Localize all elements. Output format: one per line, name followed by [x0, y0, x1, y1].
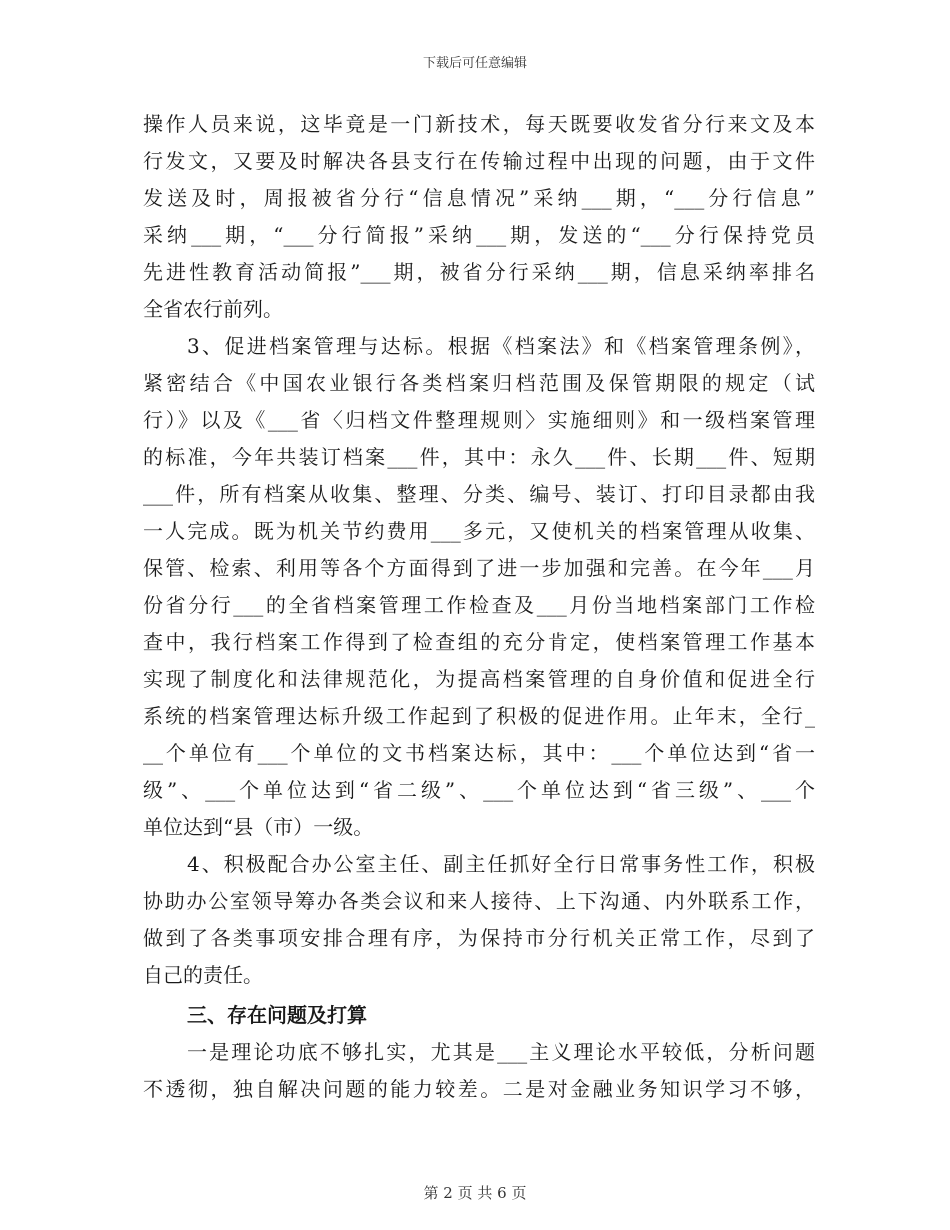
text-line: 系统的档案管理达标升级工作起到了积极的促进作用。止年末，全行_ [143, 704, 815, 728]
text-line: 不透彻，独自解决问题的能力较差。二是对金融业务知识学习不够， [143, 1077, 815, 1101]
paragraph-start-line: 4、积极配合办公室主任、副主任抓好全行日常事务性工作，积极 [187, 852, 815, 876]
text-line: 行发文，又要及时解决各县支行在传输过程中出现的问题，由于文件 [143, 149, 815, 173]
text-line: 单位达到“县（市）一级。 [143, 815, 374, 839]
text-line: ___件，所有档案从收集、整理、分类、编号、装订、打印目录都由我 [143, 482, 815, 506]
text-line: 采纳___期，“___分行简报”采纳___期，发送的“___分行保持党员 [143, 223, 815, 247]
paragraph-start-line: 3、促进档案管理与达标。根据《档案法》和《档案管理条例》， [187, 334, 815, 358]
document-body [143, 106, 815, 1108]
text-line: 行）》以及《___省〈归档文件整理规则〉实施细则》和一级档案管理 [143, 408, 815, 432]
text-line: 一人完成。既为机关节约费用___多元，又使机关的档案管理从收集、 [143, 519, 815, 543]
text-line: 协助办公室领导筹办各类会议和来人接待、上下沟通、内外联系工作， [143, 889, 815, 913]
text-line: 自己的责任。 [143, 963, 263, 987]
text-line: 的标准，今年共装订档案___件，其中：永久___件、长期___件、短期 [143, 445, 815, 469]
text-line: 实现了制度化和法律规范化，为提高档案管理的自身价值和促进全行 [143, 667, 815, 691]
text-line: __个单位有___个单位的文书档案达标，其中：___个单位达到“省一 [143, 741, 815, 765]
text-line: 发送及时，周报被省分行“信息情况”采纳___期，“___分行信息” [143, 186, 815, 210]
text-line: 紧密结合《中国农业银行各类档案归档范围及保管期限的规定（试 [143, 371, 815, 395]
text-line: 查中，我行档案工作得到了检查组的充分肯定，使档案管理工作基本 [143, 630, 815, 654]
text-line: 份省分行___的全省档案管理工作检查及___月份当地档案部门工作检 [143, 593, 815, 617]
text-line: 全省农行前列。 [143, 297, 283, 321]
text-line: 先进性教育活动简报”___期，被省分行采纳___期，信息采纳率排名 [143, 260, 815, 284]
text-line: 操作人员来说，这毕竟是一门新技术，每天既要收发省分行来文及本 [143, 112, 815, 136]
text-line: 做到了各类事项安排合理有序，为保持市分行机关正常工作，尽到了 [143, 926, 815, 950]
page-number: 第 2 页 共 6 页 [423, 1184, 527, 1202]
paragraph-start-line: 一是理论功底不够扎实，尤其是___主义理论水平较低，分析问题 [187, 1040, 815, 1064]
section-heading: 三、存在问题及打算 [187, 1003, 367, 1027]
text-line: 级”、___个单位达到“省二级”、___个单位达到“省三级”、___个 [143, 778, 815, 802]
page-header-note: 下载后可任意编辑 [422, 56, 527, 71]
text-line: 保管、检索、利用等各个方面得到了进一步加强和完善。在今年___月 [143, 556, 815, 580]
